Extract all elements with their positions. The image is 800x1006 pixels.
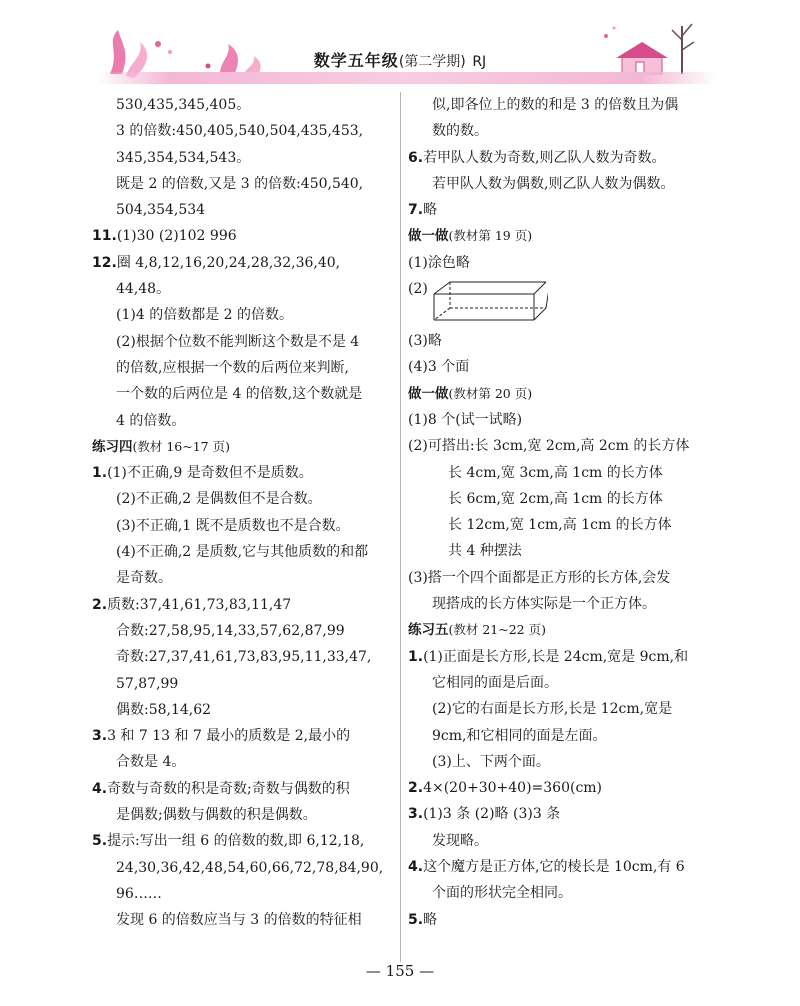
answer-line (408, 591, 720, 617)
answer-text: (1)8 个(试一试略) (408, 411, 523, 428)
answer-text: 24,30,36,42,48,54,60,66,72,78,84,90, (116, 859, 384, 876)
answer-line (408, 854, 720, 880)
answer-line (408, 197, 720, 223)
question-number: 12. (92, 254, 117, 271)
answer-line (92, 776, 397, 802)
answer-line (92, 539, 397, 565)
answer-text: 发现 6 的倍数应当与 3 的倍数的特征相 (116, 912, 362, 929)
answer-text: 是奇数。 (116, 570, 172, 587)
answer-text: 圈 4,8,12,16,20,24,28,32,36,40, (116, 254, 341, 271)
answer-text: 若甲队人数为偶数,则乙队人数为偶数。 (432, 175, 675, 192)
answer-text: (3)搭一个四个面都是正方形的长方体,会发 (408, 569, 671, 586)
question-number: 6. (408, 149, 424, 166)
answer-text: 这个魔方是正方体,它的棱长是 10cm,有 6 (423, 859, 685, 876)
answer-line (92, 302, 397, 328)
answer-text: 若甲队人数为奇数,则乙队人数为奇数。 (423, 149, 666, 166)
answer-line (408, 723, 720, 749)
answer-text: (2)可搭出:长 3cm,宽 2cm,高 2cm 的长方体 (408, 438, 690, 455)
answer-line (408, 145, 720, 171)
answer-text: 发现略。 (432, 832, 488, 849)
answer-text: 345,354,534,543。 (116, 149, 251, 166)
right-column (408, 92, 720, 933)
section-heading (92, 434, 397, 460)
answer-text: 3 和 7 13 和 7 最小的质数是 2,最小的 (107, 728, 351, 745)
cuboid-hidden-edge (434, 308, 450, 320)
answer-text: (3)上、下两个面。 (432, 753, 550, 770)
cuboid-figure (428, 280, 548, 324)
answer-text: 合数:27,58,95,14,33,57,62,87,99 (116, 622, 345, 639)
answer-line (408, 486, 720, 512)
answer-text: (1)不正确,9 是奇数但不是质数。 (107, 465, 313, 482)
left-column (92, 92, 397, 934)
answer-text: (2)它的右面是长方形,长是 12cm,宽是 (432, 701, 673, 718)
answer-line (408, 460, 720, 486)
answer-text: (1)30 (2)102 996 (116, 228, 237, 245)
answer-line (408, 801, 720, 827)
book-edition: RJ (472, 54, 487, 70)
answer-label: (2) (408, 281, 428, 298)
answer-line (408, 250, 720, 276)
answer-line (92, 118, 397, 144)
section-source: (教材 21~22 页) (448, 622, 546, 638)
answer-line (92, 828, 397, 854)
answer-line (92, 592, 397, 618)
answer-line (92, 355, 397, 381)
answer-text: (4)3 个面 (408, 359, 470, 376)
answer-line (92, 618, 397, 644)
book-title (0, 48, 800, 71)
section-title: 练习四 (92, 438, 133, 455)
answer-line (92, 197, 397, 223)
page-header (0, 0, 800, 92)
answer-line (92, 749, 397, 775)
book-title-main: 数学五年级 (313, 51, 399, 70)
answer-text: 4 的倍数。 (116, 412, 186, 429)
page-number: — 155 — (365, 962, 435, 980)
cuboid-edge (434, 282, 450, 294)
question-number: 4. (408, 859, 424, 876)
question-number: 1. (92, 465, 108, 482)
answer-text: 9cm,和它相同的面是左面。 (432, 727, 607, 744)
answer-text: 奇数:27,37,41,61,73,83,95,11,33,47, (116, 649, 372, 666)
answer-text: 奇数与奇数的积是奇数;奇数与偶数的积 (107, 780, 350, 797)
answer-text: 3 的倍数:450,405,540,504,435,453, (116, 123, 364, 140)
answer-line (408, 828, 720, 854)
answer-line (92, 381, 397, 407)
answer-text: (1)4 的倍数都是 2 的倍数。 (116, 307, 293, 324)
answer-line (408, 407, 720, 433)
answer-text: 质数:37,41,61,73,83,11,47 (107, 596, 292, 613)
answer-line (408, 565, 720, 591)
question-number: 5. (92, 833, 108, 850)
answer-text: 个面的形状完全相同。 (432, 885, 572, 902)
answer-text: (1)正面是长方形,长是 24cm,宽是 9cm,和 (423, 648, 689, 665)
answer-line (408, 512, 720, 538)
answer-text: (3)略 (408, 333, 442, 350)
answer-text: 长 4cm,宽 3cm,高 1cm 的长方体 (448, 464, 663, 481)
answer-line (408, 328, 720, 354)
header-band (96, 72, 716, 84)
answer-figure-line (408, 276, 720, 328)
answer-text: (2)不正确,2 是偶数但不是合数。 (116, 491, 322, 508)
question-number: 7. (408, 202, 424, 219)
answer-text: 共 4 种摆法 (448, 543, 522, 560)
question-number: 2. (408, 780, 424, 797)
section-title: 做一做 (408, 228, 449, 245)
answer-line (92, 697, 397, 723)
answer-text: 似,即各位上的数的和是 3 的倍数且为偶 (432, 97, 679, 113)
answer-line (92, 486, 397, 512)
answer-line (408, 644, 720, 670)
section-source: (教材 16~17 页) (132, 438, 230, 454)
answer-line (408, 538, 720, 564)
answer-line (92, 223, 397, 249)
answer-line (92, 329, 397, 355)
answer-line (92, 92, 397, 118)
answer-text: 偶数:58,14,62 (116, 701, 212, 718)
section-heading (408, 617, 720, 643)
answer-text: (4)不正确,2 是质数,它与其他质数的和都 (116, 544, 369, 561)
answer-line (92, 460, 397, 486)
answer-line (92, 565, 397, 591)
answer-text: 长 6cm,宽 2cm,高 1cm 的长方体 (448, 490, 663, 507)
question-number: 4. (92, 780, 108, 797)
cuboid-edge (546, 282, 548, 308)
answer-text: (3)不正确,1 既不是质数也不是合数。 (116, 517, 350, 534)
answer-line (408, 118, 720, 144)
answer-text: 530,435,345,405。 (116, 97, 251, 113)
answer-text: 数的数。 (432, 123, 488, 140)
section-source: (教材第 19 页) (448, 228, 533, 244)
question-number: 2. (92, 596, 108, 613)
answer-line (408, 433, 720, 459)
answer-line (92, 276, 397, 302)
answer-line (92, 907, 397, 933)
answer-line (92, 723, 397, 749)
answer-text: 96…… (116, 885, 162, 902)
section-title: 练习五 (408, 622, 449, 639)
answer-line (408, 354, 720, 380)
section-heading (408, 381, 720, 407)
answer-text: 57,87,99 (116, 675, 179, 692)
book-title-term: (第二学期) (398, 54, 466, 70)
section-title: 做一做 (408, 385, 449, 402)
answer-text: 提示:写出一组 6 的倍数的数,即 6,12,18, (107, 833, 365, 850)
question-number: 3. (408, 806, 424, 823)
answer-text: 是偶数;偶数与偶数的积是偶数。 (116, 807, 317, 824)
answer-line (408, 670, 720, 696)
answer-text: 它相同的面是后面。 (432, 674, 558, 691)
answer-line (92, 855, 397, 881)
answer-text: 现搭成的长方体实际是一个正方体。 (432, 596, 656, 613)
answer-line (408, 907, 720, 933)
section-heading (408, 223, 720, 249)
answer-line (92, 171, 397, 197)
answer-line (92, 881, 397, 907)
answer-line (92, 250, 397, 276)
answer-line (408, 171, 720, 197)
answer-line (408, 696, 720, 722)
answer-text: (1)3 条 (2)略 (3)3 条 (423, 806, 561, 823)
answer-text: (2)根据个位数不能判断这个数是不是 4 (116, 333, 360, 350)
answer-line (408, 775, 720, 801)
answer-text: 长 12cm,宽 1cm,高 1cm 的长方体 (448, 517, 672, 534)
answer-text: 略 (423, 911, 438, 928)
answer-text: 4×(20+30+40)=360(cm) (423, 780, 603, 797)
answer-line (408, 749, 720, 775)
section-source: (教材第 20 页) (448, 385, 533, 401)
column-divider (400, 92, 401, 962)
answer-text: 44,48。 (116, 281, 171, 298)
question-number: 1. (408, 648, 424, 665)
answer-text: 一个数的后两位是 4 的倍数,这个数就是 (116, 386, 363, 403)
question-number: 3. (92, 728, 108, 745)
answer-line (92, 802, 397, 828)
answer-line (92, 513, 397, 539)
answer-text: 的倍数,应根据一个数的后两位来判断, (116, 359, 349, 376)
answer-line (92, 145, 397, 171)
answer-line (408, 880, 720, 906)
answer-line (92, 408, 397, 434)
cuboid-edge (534, 308, 546, 320)
question-number: 11. (92, 228, 117, 245)
answer-text: 合数是 4。 (116, 754, 186, 771)
cuboid-edge (534, 282, 546, 294)
answer-text: 504,354,534 (116, 202, 206, 219)
question-number: 5. (408, 911, 424, 928)
answer-line (92, 644, 397, 670)
answer-text: 略 (423, 202, 438, 219)
answer-line (92, 671, 397, 697)
answer-text: (1)涂色略 (408, 254, 470, 271)
answer-line (408, 92, 720, 118)
answer-text: 既是 2 的倍数,又是 3 的倍数:450,540, (116, 175, 364, 192)
